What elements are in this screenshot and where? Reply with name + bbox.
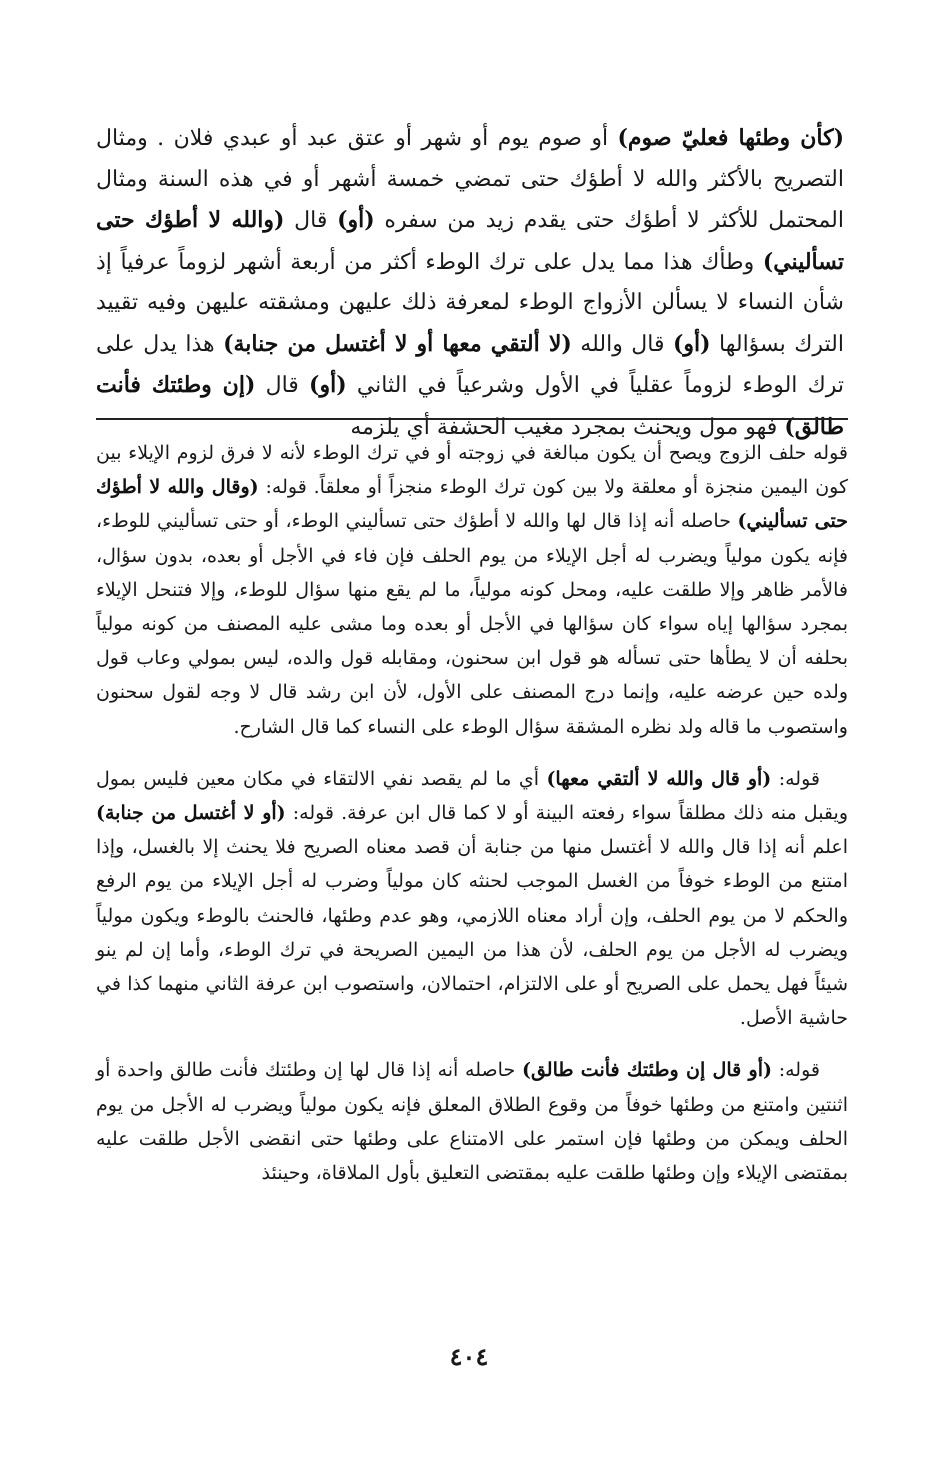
quoted-phrase: (أو) [337,207,375,233]
quoted-phrase: (أو قال والله لا ألتقي معها) [546,767,772,790]
main-paragraph: (كأن وطئها فعليّ صوم) أو صوم يوم أو شهر أو عتق عبد أو عبدي فلان . ومثال التصريح بالأكثر والله لا أطؤك حتى تمضي خمسة أشهر أو في هذه السنة ومثال المحتمل للأكثر لا أطؤك حتى يقدم زيد من سفره (أو) قال (والله لا أطؤك حتى تسأليني) وطأك هذا مما يدل على ترك الوطء أكثر من أربعة أشهر لزوماً عرفياً إذ شأن النساء لا يسألن الأزواج الوطء لمعرفة ذلك عليهن ومشقته عليهن وفيه تقييد الترك بسؤالها (أو) قال والله (لا ألتقي معها أو لا أغتسل من جنابة) هذا يدل على ترك الوطء لزوماً عقلياً في الأول وشرعياً في الثاني (أو) قال (إن وطئتك فأنت طالق) فهو مول ويحنث بمجرد مغيب الحشفة أي يلزمه [96,125,845,440]
main-text [96,118,844,448]
quoted-phrase: (أو قال إن وطئتك فأنت طالق) [521,1059,772,1082]
quoted-phrase: (أو) [672,330,711,357]
commentary-paragraph-2: قوله: (أو قال والله لا ألتقي معها) أي ما لم يقصد نفي الالتقاء في مكان معين فليس بمول ويقبل منه ذلك مطلقاً سواء رفعته البينة أو لا كما قال ابن عرفة. قوله: (أو لا أغتسل من جنابة) اعلم أنه إذا قال والله لا أغتسل منها من جنابة أن قصد معناه الصريح فلا يحنث إلا بالغسل، وإذا امتنع من الوطء خوفاً من الغسل الموجب لحنثه كان مولياً وضرب له أجل الإيلاء من يوم الرفع والحكم لا من يوم الحلف، وإن أراد معناه اللازمي، وهو عدم وطئها، فالحنث بالوطء ويكون مولياً ويضرب له الأجل من يوم الحلف، لأن هذا من اليمين الصريحة في ترك الوطء، وأما إن لم ينو شيئاً فهل يحمل على الصريح أو على الالتزام، احتمالان، واستصوب ابن عرفة الثاني منهما كذا في حاشية الأصل. [96,767,848,1030]
quoted-phrase: (وقال والله لا أطؤك حتى تسأليني) [96,476,848,533]
quoted-phrase: (أو لا أغتسل من جنابة) [96,802,286,825]
commentary-paragraph-1: قوله حلف الزوج ويصح أن يكون مبالغة في زوجته أو في ترك الوطء لأنه لا فرق لزوم الإيلاء بين كون اليمين منجزة أو معلقة ولا بين كون ترك الوطء منجزاً أو معلقاً. قوله: (وقال والله لا أطؤك حتى تسأليني) حاصله أنه إذا قال لها والله لا أطؤك حتى تسأليني الوطء، أو حتى تسأليني للوطء، فإنه يكون مولياً ويضرب له أجل الإيلاء من يوم الحلف فإن فاء في الأجل أو بعده، بدون سؤال، فالأمر ظاهر وإلا طلقت عليه، ومحل كونه مولياً، ما لم يقع منها سؤال للوطء، وإلا فتنحل الإيلاء بمجرد سؤالها إياه سواء كان سؤالها في الأجل أو بعده وما مشى عليه المصنف من كونه مولياً بحلفه أن لا يطأها حتى تسأله هو قول ابن سحنون، ومقابله قول والده، ليس بمولي وعاب قول ولده حين عرضه عليه، وإنما درج المصنف على الأول، لأن ابن رشد قال لا وجه لقول سحنون واستصوب ما قاله ولد نظره المشقة سؤال الوطء على النساء كما قال الشارح. [96,442,849,738]
footnote-divider [96,418,848,420]
quoted-phrase: (لا ألتقي معها أو لا أغتسل من جنابة) [223,330,572,357]
quoted-phrase: (كأن وطئها فعليّ صوم) [617,125,844,151]
quoted-phrase: (إن وطئتك فأنت طالق) [96,372,844,440]
commentary-paragraph-3: قوله: (أو قال إن وطئتك فأنت طالق) حاصله أنه إذا قال لها إن وطئتك فأنت طالق واحدة أو اثنتين وامتنع من وطئها خوفاً من وقوع الطلاق المعلق فإنه يكون مولياً ويضرب له الأجل من يوم الحلف ويمكن من وطئها فإن استمر على الامتناع على وطئها حتى انقضى الأجل طلقت عليه بمقتضى الإيلاء وإن وطئها طلقت عليه بمقتضى التعليق بأول الملاقاة، وحينئذ [96,1059,848,1185]
page-number: ٤٠٤ [449,1342,489,1371]
quoted-phrase: (والله لا أطؤك حتى تسأليني) [96,207,844,275]
quoted-phrase: (أو) [309,372,347,398]
commentary-section [96,436,848,1190]
